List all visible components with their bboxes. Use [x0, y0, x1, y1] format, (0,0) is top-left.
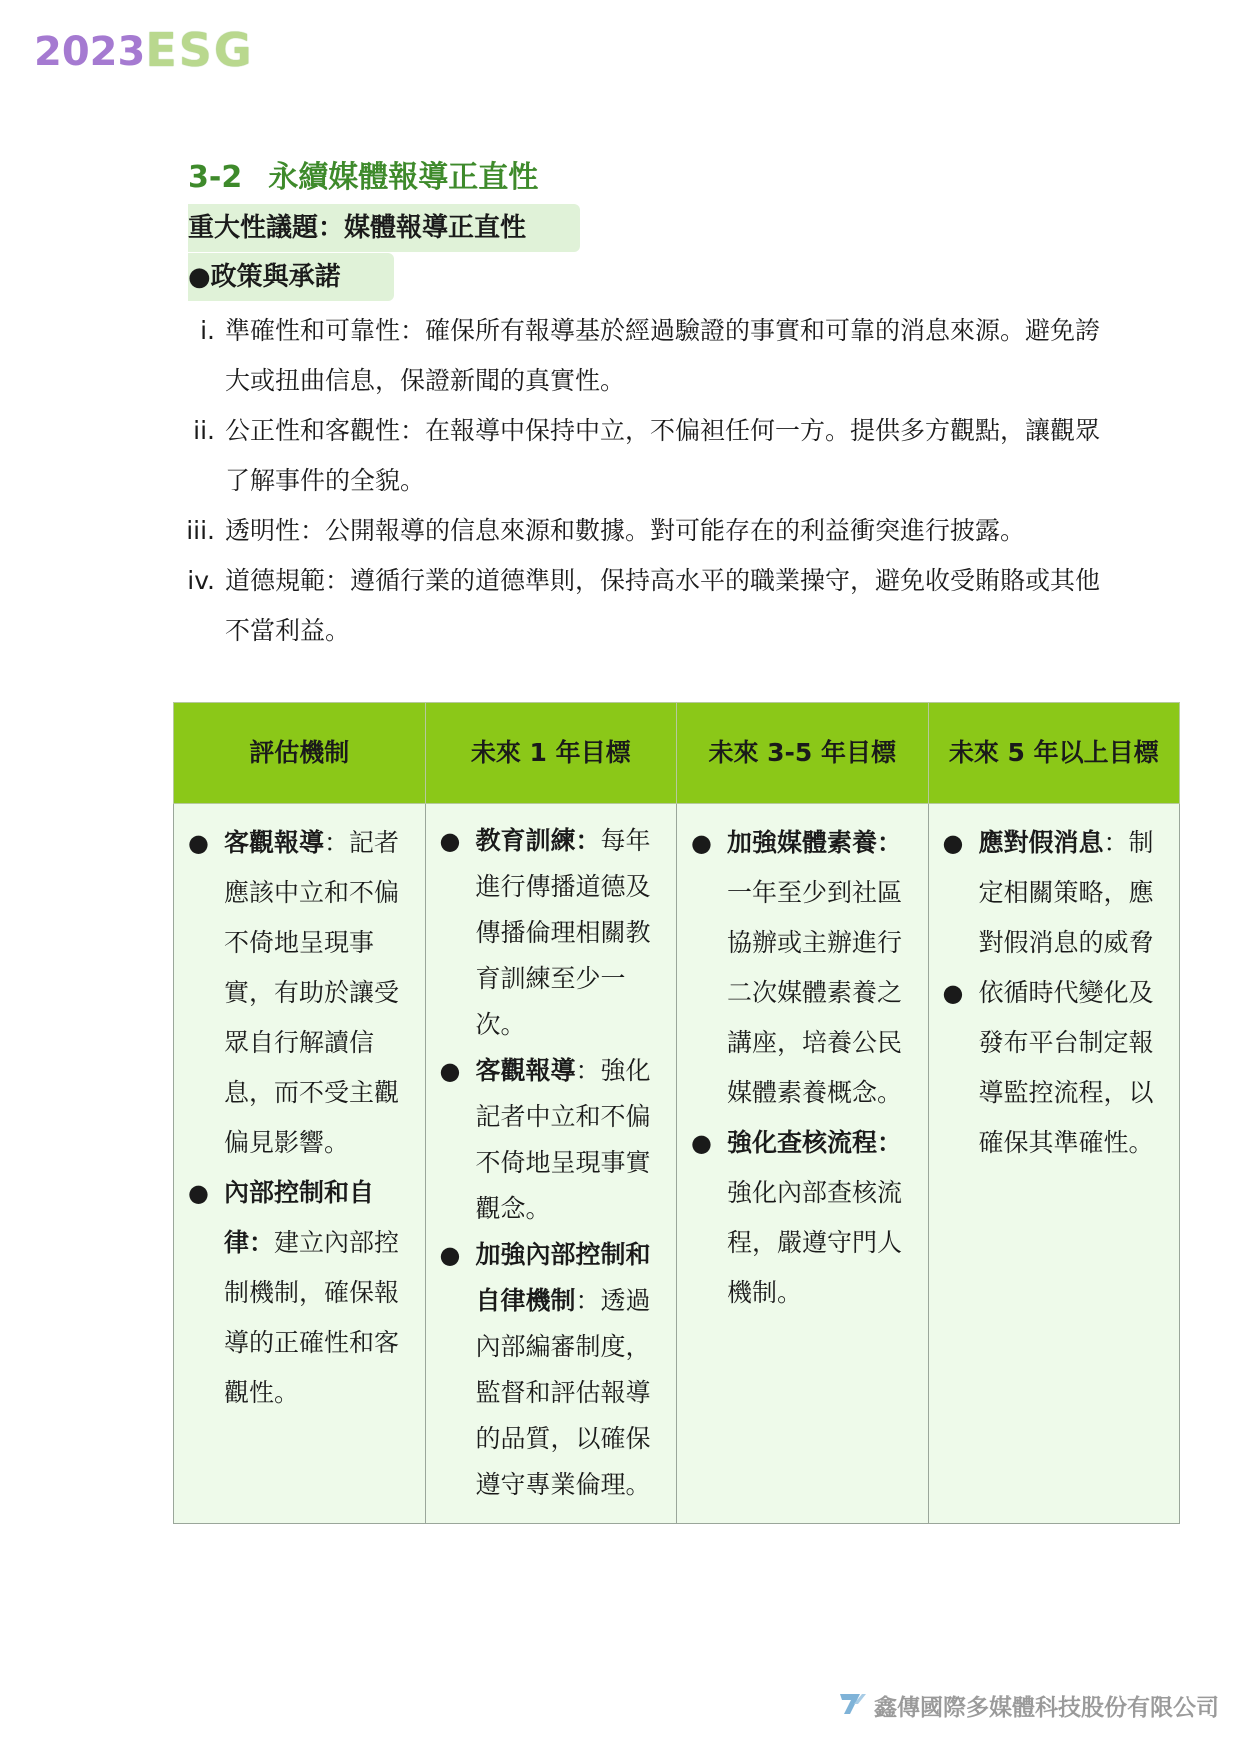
policy-list	[180, 306, 1110, 656]
material-issue-heading: 重大性議題：媒體報導正直性	[188, 204, 580, 252]
bullet-label: 客觀報導	[224, 828, 325, 857]
policy-item	[180, 506, 1110, 556]
cell-bullet-list	[939, 818, 1166, 1168]
bullet-text: 每年進行傳播道德及傳播倫理相關教育訓練至少一次。	[475, 826, 651, 1039]
policy-heading: ●政策與承諾	[188, 253, 394, 301]
header-1-year: 未來 1 年目標	[425, 703, 677, 804]
section-title	[188, 156, 538, 200]
section-number: 3-2	[188, 160, 243, 195]
bullet-item	[687, 1118, 914, 1318]
bullet-item	[184, 818, 411, 1168]
policy-item	[180, 556, 1110, 656]
policy-item-marker: iv.	[187, 566, 215, 595]
goals-table	[173, 702, 1180, 1524]
bullet-text: 建立內部控制機制，確保報導的正確性和客觀性。	[224, 1228, 400, 1407]
cell-bullet-list	[687, 818, 914, 1318]
footer-company	[838, 1690, 1219, 1727]
policy-item-text: 公正性和客觀性：在報導中保持中立，不偏袒任何一方。提供多方觀點，讓觀眾了解事件的全貌。	[225, 416, 1101, 495]
policy-item-text: 透明性：公開報導的信息來源和數據。對可能存在的利益衝突進行披露。	[225, 516, 1026, 545]
bullet-label: 強化查核流程：	[727, 1128, 903, 1157]
cell-3-5-year	[677, 804, 929, 1524]
cell-5-plus-year	[928, 804, 1180, 1524]
footer-company-name: 鑫傳國際多媒體科技股份有限公司	[874, 1695, 1219, 1721]
logo-esg: ESG	[145, 23, 254, 77]
table-header-row	[174, 703, 1180, 804]
bullet-label: 加強內部控制和自律機制	[475, 1240, 651, 1315]
bullet-item	[687, 818, 914, 1118]
table-row	[174, 804, 1180, 1524]
bullet-item	[436, 1232, 663, 1508]
policy-item-marker: i.	[200, 316, 215, 345]
header-5-plus-year: 未來 5 年以上目標	[928, 703, 1180, 804]
cell-bullet-list	[436, 818, 663, 1508]
bullet-text: 一年至少到社區協辦或主辦進行二次媒體素養之講座，培養公民媒體素養概念。	[727, 878, 903, 1107]
header-assessment: 評估機制	[174, 703, 426, 804]
bullet-text: ：制定相關策略，應對假消息的威脅	[978, 828, 1154, 957]
bullet-label: 內部控制和自律：	[224, 1178, 375, 1257]
bullet-label: 應對假消息	[978, 828, 1104, 857]
policy-item-text: 道德規範：遵循行業的道德準則，保持高水平的職業操守，避免收受賄賂或其他不當利益。	[225, 566, 1101, 645]
bullet-item	[939, 968, 1166, 1168]
bullet-item	[184, 1168, 411, 1418]
cell-assessment	[174, 804, 426, 1524]
logo-year: 2023	[34, 29, 146, 75]
bullet-item	[436, 818, 663, 1048]
bullet-text: ：記者應該中立和不偏不倚地呈現事實，有助於讓受眾自行解讀信息，而不受主觀偏見影響。	[224, 828, 400, 1157]
cell-1-year	[425, 804, 677, 1524]
bullet-item	[939, 818, 1166, 968]
company-logo-icon	[838, 1690, 868, 1727]
bullet-label: 客觀報導	[475, 1056, 576, 1085]
section-title-text: 永續媒體報導正直性	[268, 160, 539, 195]
policy-item-marker: iii.	[186, 516, 215, 545]
bullet-text: 依循時代變化及發布平台制定報導監控流程，以確保其準確性。	[978, 978, 1154, 1157]
bullet-text: 強化內部查核流程，嚴遵守門人機制。	[727, 1178, 903, 1307]
bullet-label: 教育訓練：	[475, 826, 601, 855]
esg-report-logo	[34, 24, 254, 80]
cell-bullet-list	[184, 818, 411, 1418]
header-3-5-year: 未來 3-5 年目標	[677, 703, 929, 804]
policy-item	[180, 406, 1110, 506]
policy-item	[180, 306, 1110, 406]
bullet-text: ：透過內部編審制度，監督和評估報導的品質，以確保遵守專業倫理。	[475, 1286, 651, 1499]
bullet-label: 加強媒體素養：	[727, 828, 903, 857]
policy-item-text: 準確性和可靠性：確保所有報導基於經過驗證的事實和可靠的消息來源。避免誇大或扭曲信息，保證新聞的真實性。	[225, 316, 1101, 395]
bullet-item	[436, 1048, 663, 1232]
bullet-text: ：強化記者中立和不偏不倚地呈現事實觀念。	[475, 1056, 651, 1223]
policy-item-marker: ii.	[193, 416, 215, 445]
